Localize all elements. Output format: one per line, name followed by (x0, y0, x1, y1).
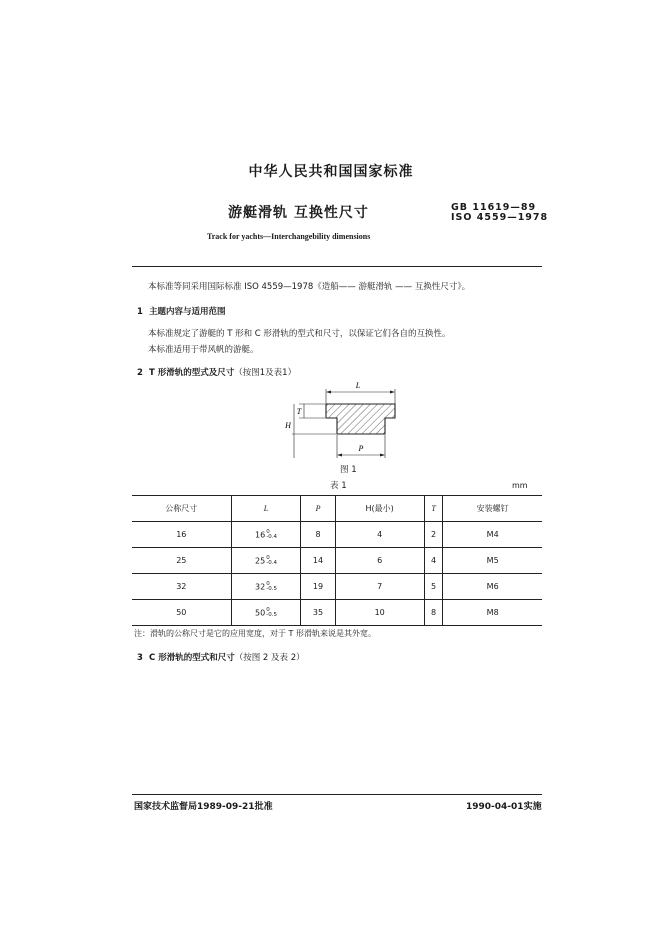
tol-upper: 0 (266, 580, 270, 587)
approval-date: 国家技术监督局1989-09-21批准 (134, 802, 273, 812)
section-1-paragraph-1: 本标准规定了游艇的 T 形和 C 形滑轨的型式和尺寸，以保证它们各自的互换性。 (148, 329, 451, 339)
section-3-reference: （按图 2 及表 2） (234, 653, 305, 663)
cell-h: 6 (335, 548, 424, 574)
national-standard-heading: 中华人民共和国国家标准 (248, 164, 414, 180)
tol-upper: 0 (266, 606, 270, 613)
intro-paragraph: 本标准等同采用国际标准 ISO 4559—1978《造船—— 游艇滑轨 —— 互换性尺寸》。 (148, 282, 471, 292)
standard-code-gb: GB 11619—89 (451, 202, 537, 213)
cell-t: 8 (424, 600, 443, 626)
cell-screw: M6 (443, 574, 542, 600)
tol-lower: -0.5 (266, 611, 277, 618)
header-h-min: H(最小) (335, 496, 424, 522)
cell-t: 5 (424, 574, 443, 600)
section-1-title: 主题内容与适用范围 (149, 307, 226, 317)
cell-l (231, 574, 301, 600)
section-2-heading (137, 366, 296, 378)
standard-code-iso: ISO 4559—1978 (451, 212, 549, 223)
section-3-heading (137, 651, 305, 663)
l-base: 32 (255, 582, 266, 591)
bottom-divider (132, 794, 542, 795)
table-note: 注：滑轨的公称尺寸是它的应用宽度，对于 T 形滑轨来说是其外宽。 (134, 629, 376, 638)
table-unit: mm (512, 481, 528, 490)
cell-p: 35 (301, 600, 335, 626)
cell-l (231, 600, 301, 626)
table-row (132, 522, 542, 548)
dimensions-table (132, 495, 542, 626)
header-p: P (301, 496, 335, 522)
section-2-reference: （按图1及表1） (234, 368, 297, 378)
cell-p: 14 (301, 548, 335, 574)
table-row (132, 548, 542, 574)
cell-p: 19 (301, 574, 335, 600)
table-row (132, 574, 542, 600)
section-3-title: C 形滑轨的型式和尺寸 (149, 653, 235, 663)
t-track-section (326, 404, 395, 434)
title-english: Track for yachts—Interchangebility dimensions (207, 232, 371, 241)
cell-h: 4 (335, 522, 424, 548)
l-tolerance (266, 582, 277, 592)
label-t: T (296, 407, 302, 416)
cell-l (231, 522, 301, 548)
l-base: 25 (255, 556, 266, 565)
cell-h: 10 (335, 600, 424, 626)
l-tolerance (266, 556, 277, 566)
header-nominal: 公称尺寸 (132, 496, 231, 522)
figure-caption: 图 1 (340, 465, 357, 475)
title-chinese: 游艇滑轨 互换性尺寸 (228, 205, 369, 221)
section-1-paragraph-2: 本标准适用于带风帆的游艇。 (148, 345, 259, 355)
table-header-row (132, 496, 542, 522)
cell-t: 4 (424, 548, 443, 574)
tol-lower: -0.5 (266, 585, 277, 592)
header-l: L (231, 496, 301, 522)
cell-nominal: 16 (132, 522, 231, 548)
effective-date: 1990-04-01实施 (466, 802, 542, 812)
top-divider (132, 266, 542, 267)
cell-screw: M4 (443, 522, 542, 548)
cell-p: 8 (301, 522, 335, 548)
tol-lower: -0.4 (266, 559, 277, 566)
cell-nominal: 25 (132, 548, 231, 574)
section-3-number: 3 (137, 653, 143, 663)
arrowhead (380, 454, 385, 457)
section-1-heading (137, 305, 226, 317)
arrowhead (390, 391, 395, 394)
label-h: H (285, 421, 291, 430)
cell-l (231, 548, 301, 574)
label-l: L (355, 381, 361, 390)
table-caption: 表 1 (330, 481, 347, 491)
cell-screw: M5 (443, 548, 542, 574)
cell-nominal: 50 (132, 600, 231, 626)
cell-nominal: 32 (132, 574, 231, 600)
l-base: 50 (255, 608, 266, 617)
section-2-number: 2 (137, 368, 143, 378)
tol-lower: -0.4 (266, 533, 277, 540)
header-screw: 安装螺钉 (443, 496, 542, 522)
label-p: P (358, 444, 364, 453)
l-base: 16 (255, 530, 266, 539)
tol-upper: 0 (266, 528, 270, 535)
l-tolerance (266, 608, 277, 618)
tol-upper: 0 (266, 554, 270, 561)
header-t: T (424, 496, 443, 522)
cell-h: 7 (335, 574, 424, 600)
section-1-number: 1 (137, 307, 143, 317)
section-2-title: T 形滑轨的型式及尺寸 (149, 368, 235, 378)
t-track-profile-figure (278, 376, 408, 464)
table-row (132, 600, 542, 626)
arrowhead (337, 454, 342, 457)
cell-screw: M8 (443, 600, 542, 626)
arrowhead (326, 391, 331, 394)
cell-t: 2 (424, 522, 443, 548)
l-tolerance (266, 530, 277, 540)
